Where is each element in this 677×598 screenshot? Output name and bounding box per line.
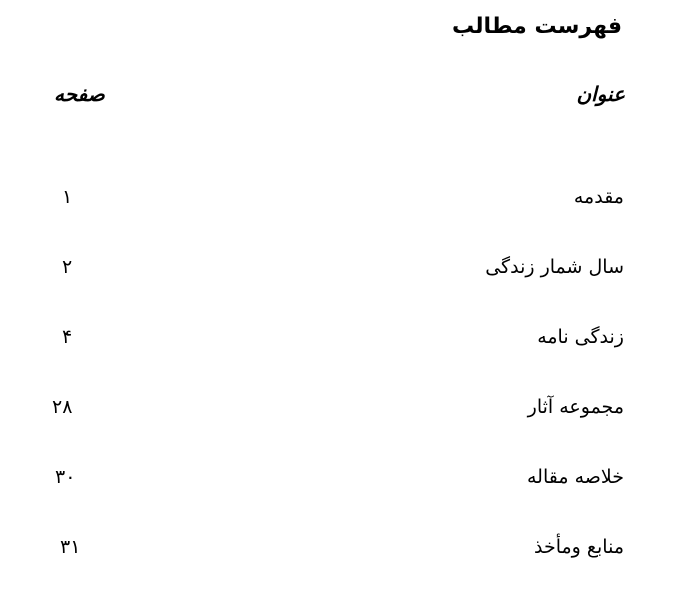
- toc-entry-chronology: [0, 256, 677, 290]
- column-header-title: عنوان: [576, 82, 625, 106]
- toc-entry-works: [0, 396, 677, 430]
- toc-entry-page: ۴: [62, 326, 73, 348]
- toc-entry-title: مجموعه آثار: [527, 396, 624, 418]
- toc-entry-page: ۲: [62, 256, 73, 278]
- toc-entry-title: منابع ومأخذ: [534, 536, 624, 558]
- toc-entry-summary: [0, 466, 677, 500]
- page-title: فهرست مطالب: [451, 14, 622, 39]
- toc-entry-introduction: [0, 186, 677, 220]
- toc-entry-page: ۳۱: [60, 536, 81, 558]
- toc-entry-title: زندگی نامه: [537, 326, 624, 348]
- column-header-page: صفحه: [54, 82, 105, 106]
- toc-entry-page: ۱: [62, 186, 73, 208]
- toc-entry-references: [0, 536, 677, 570]
- toc-entry-biography: [0, 326, 677, 360]
- toc-entry-page: ۲۸: [52, 396, 73, 418]
- toc-entry-title: مقدمه: [573, 186, 624, 208]
- toc-entry-page: ۳۰: [55, 466, 76, 488]
- toc-entry-title: خلاصه مقاله: [527, 466, 624, 488]
- toc-entry-title: سال شمار زندگی: [485, 256, 624, 278]
